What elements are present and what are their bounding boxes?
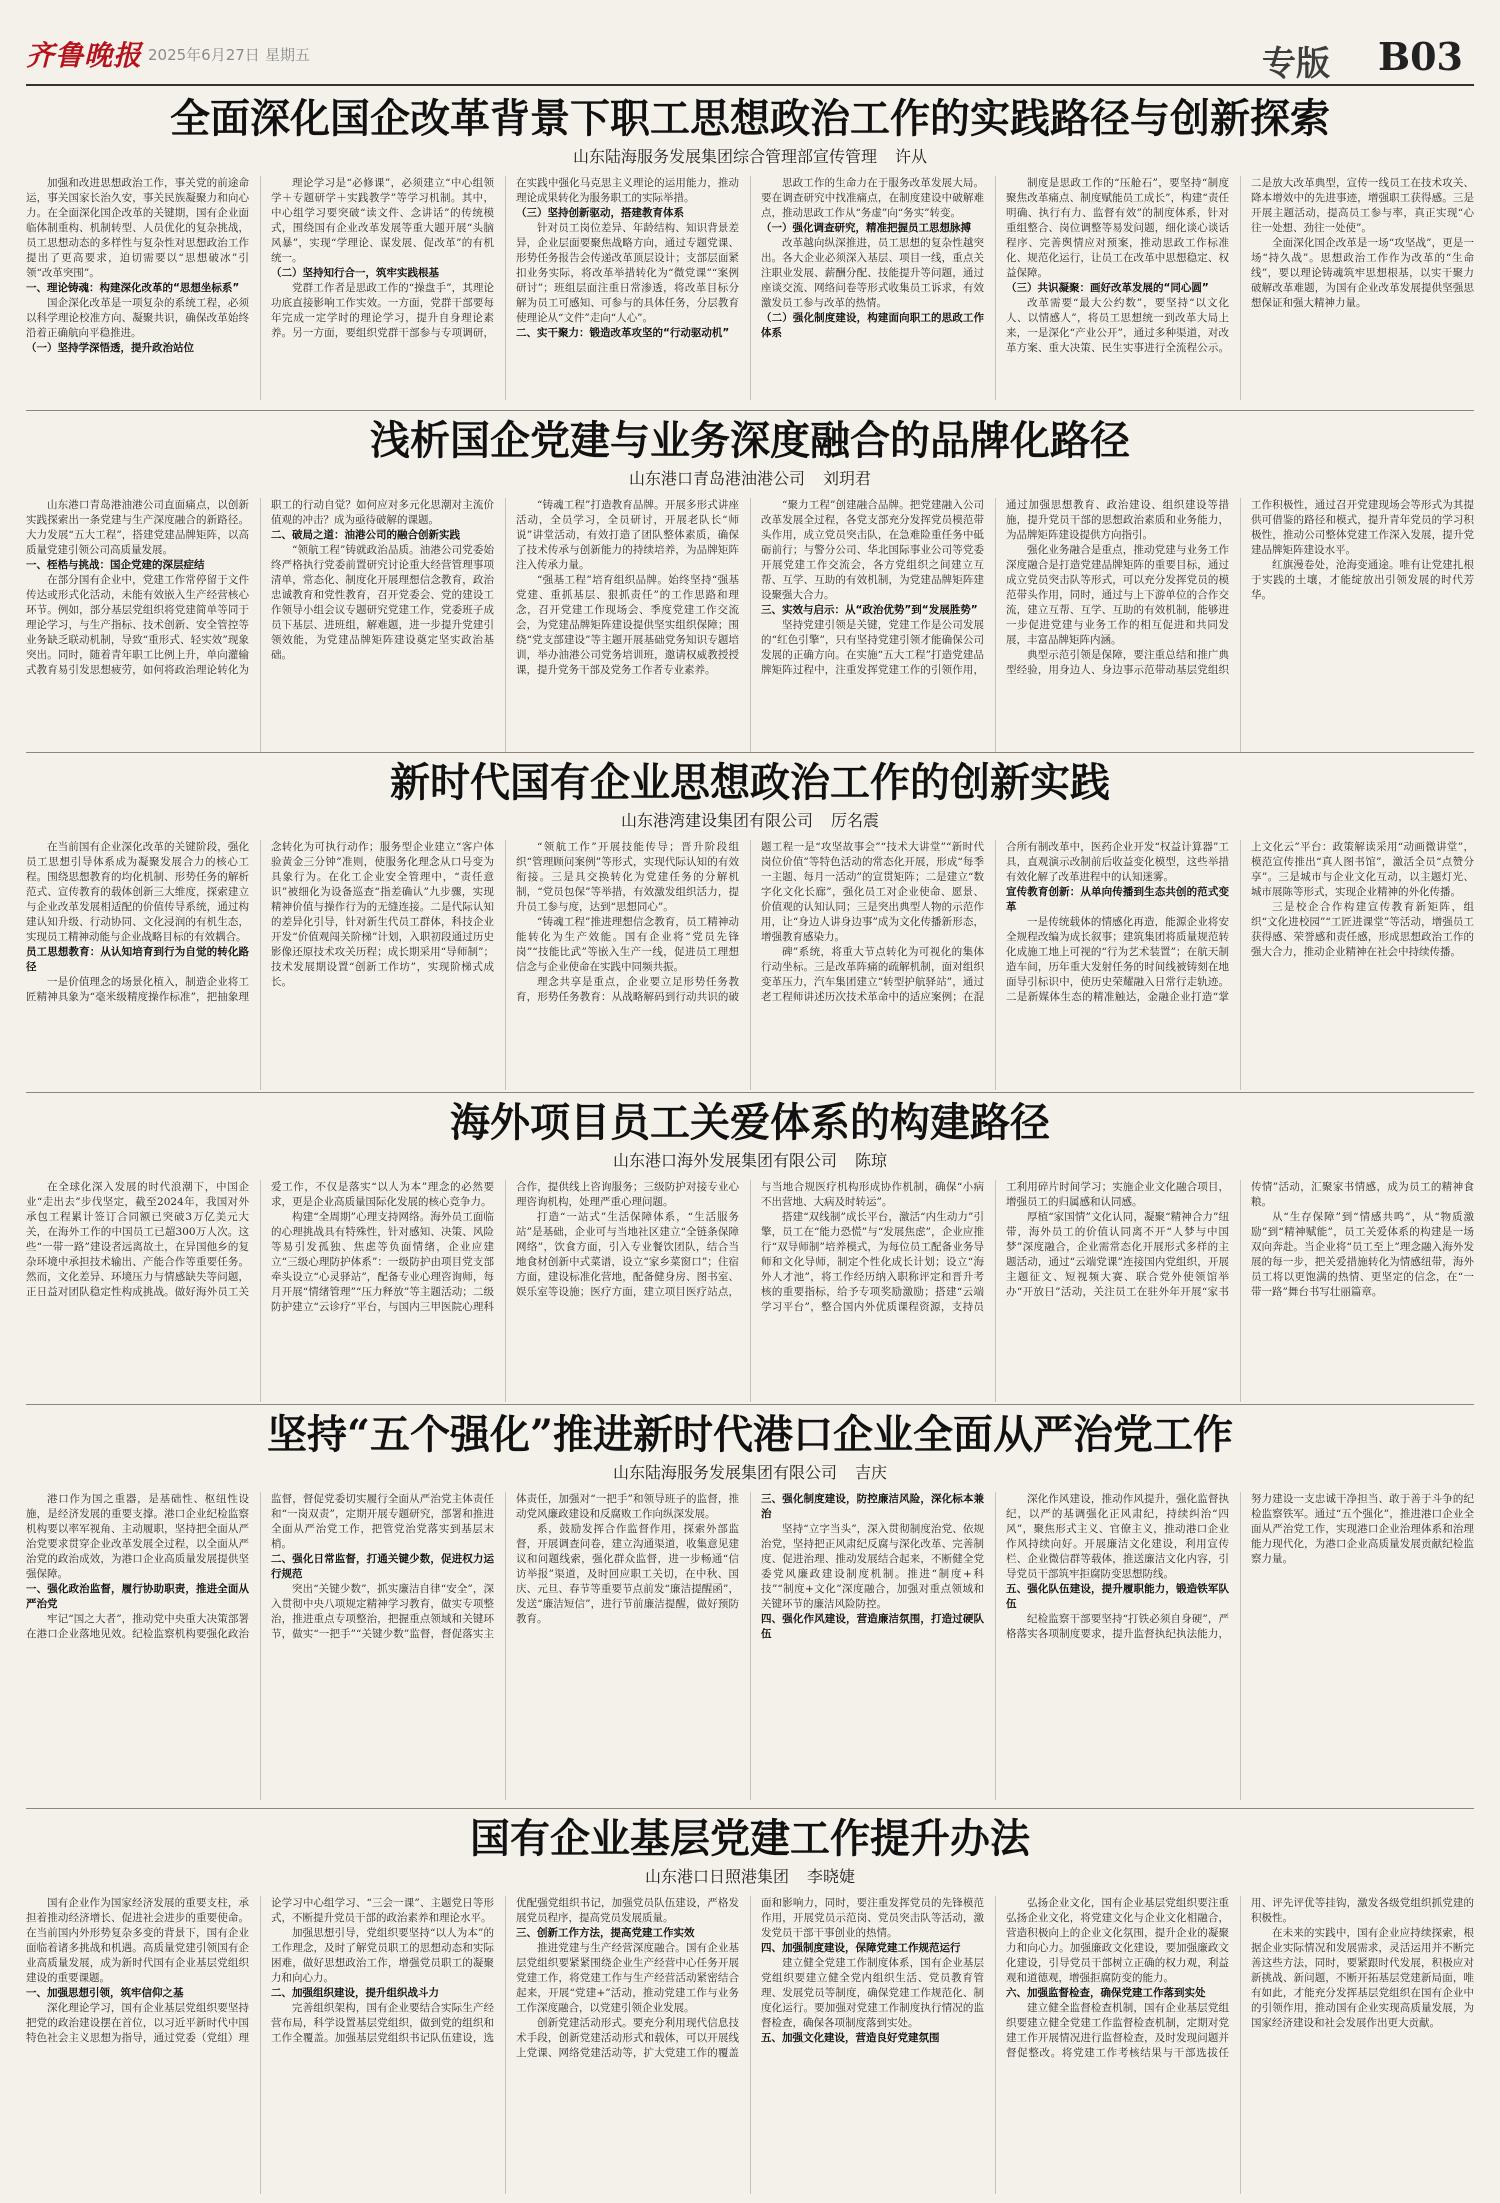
article-title: 国有企业基层党建工作提升办法 bbox=[470, 1815, 1030, 1862]
paragraph: 突出“关键少数”，抓实廉洁自律“安全”，深入贯彻中央八项规定精神学习教育，做实专项整治，推进重点专项整治，把握重点领域和关键环节，做实“一把手”“关键少数”监督，督促落实主体责任，加强对“一把手”和领导班子的监督，推动党风廉政建设和反腐败工作向纵深发展。 bbox=[271, 1493, 739, 1640]
paragraph: 推进党建与生产经营深度融合。国有企业基层党组织要紧紧围绕企业生产经营中心任务开展党建工作，将党建工作与生产经营活动紧密结合起来，开展“党建+”活动，推动党建工作与业务工作深度融合，以党建引领企业发展。 bbox=[516, 1942, 739, 2014]
author-unit: 山东陆海服务发展集团综合管理部宣传管理 bbox=[572, 147, 877, 166]
article-title: 浅析国企党建与业务深度融合的品牌化路径 bbox=[370, 417, 1130, 464]
article-3 bbox=[26, 758, 1474, 1090]
article-body bbox=[26, 1492, 1474, 1800]
paragraph: 在未来的实践中，国有企业应持续探索，根据企业实际情况和发展需求，灵活运用并不断完善这些方法，同时，要紧跟时代发展，积极应对新挑战、新问题，不断开拓基层党建新局面，唯有如此，才能充分发挥基层党组织在国有企业中的引领作用，推动国有企业实现高质量发展，为国家经济建设和社会发展作出更大贡献。 bbox=[1251, 1927, 1474, 2029]
section-heading: 五、加强文化建设，营造良好党建氛围 bbox=[761, 2032, 940, 2044]
paragraph: 山东港口青岛港油港公司直面痛点，以创新实践探索出一条党建与生产深度融合的新路径。大力发展“五大工程”，搭建党建品牌矩阵，以高质量党建引领公司高质量发展。 bbox=[26, 499, 249, 556]
paragraph: 改革越向纵深推进，员工思想的复杂性越突出。各大企业必须深入基层、项目一线，重点关注职业发展、薪酬分配、技能提升等问题，通过座谈交流、网络问卷等形式收集员工诉求，有效激发员工参与改革的热情。 bbox=[761, 237, 984, 309]
section-heading: 一、加强思想引领，筑牢信仰之基 bbox=[26, 1987, 184, 1999]
paragraph: 思政工作的生命力在于服务改革发展大局。要在调查研究中找准痛点，在制度建设中破解难点，推动思政工作从“务虚”向“务实”转变。 bbox=[761, 177, 984, 219]
paragraph: 在当前国有企业深化改革的关键阶段，强化员工思想引导体系成为凝聚发展合力的核心工程。围绕思想教育的均化机制、形势任务的解析范式、宣传教育的载体创新三大维度，探索建立与企业改革发展相适配的价值传导系统，通过构建认知升级、行动协同、文化浸润的有机生态，实现员工精神动能与企业战略目标的有效耦合。 bbox=[26, 841, 249, 943]
article-divider bbox=[26, 752, 1474, 753]
paragraph: “聚力工程”创建融合品牌。把党建融入公司改革发展全过程，各党支部充分发挥党员模范带头作用，成立党员突击队，在急难险重任务中砥砺前行；与警分公司、华北国际事业公司等党委开展党建工作交流会，各方党组织之间建立互帮、互学、互助的有效机制，为党建品牌矩阵建设聚强大合力。 bbox=[761, 499, 984, 601]
paragraph: 在部分国有企业中，党建工作常停留于文件传达或形式化活动，未能有效嵌入生产经营核心环节。例如，部分基层党组织将党建简单等同于理论学习，与生产指标、技术创新、安全管控等业务缺乏联动机制，导致“重形式、轻实效”现象突出。同时，随着青年职工比例上升，单向灌输式教育易引发思想疲劳，如何将政治理论转化为职工的行动自觉？如何应对多元化思潮对主流价值观的冲击？成为亟待破解的课题。 bbox=[26, 499, 494, 676]
author-name: 刘玥君 bbox=[823, 469, 872, 488]
paragraph: 在全球化深入发展的时代浪潮下，中国企业“走出去”步伐坚定，截至2024年，我国对外承包工程累计签订合同额已突破3万亿美元大关，在海外工作的中国员工已超300万人次。这些“一带一路”建设者远离故土，在异国他乡的复杂环境中承担技术输出、产能合作等重要任务。然而，文化差异、环境压力与情感缺失等问题，正日益对团队稳定性构成挑战。做好海外员工关爱工作，不仅是落实“以人为本”理念的必然要求，更是企业高质量国际化发展的核心竞争力。 bbox=[26, 1181, 494, 1298]
page-number: B03 bbox=[1378, 34, 1463, 79]
paragraph: “铸魂工程”打造教育品牌。开展多形式讲座活动，全员学习，全员研讨，开展老队长“师说”讲堂活动，有效打造了团队整体素质，确保了技术传承与创新能力的持续培养，为品牌矩阵注入传承力量。 bbox=[516, 499, 739, 571]
paragraph: 弘扬企业文化，国有企业基层党组织要注重弘扬企业文化，将党建文化与企业文化相融合，营造积极向上的企业文化氛围，提升企业的凝聚力和向心力。加强廉政文化建设，要加强廉政文化建设，引导党员干部树立正确的权力观，利益观和道德观，增强拒腐防变的能力。 bbox=[1006, 1897, 1229, 1984]
masthead bbox=[0, 0, 1500, 92]
section-heading: 一、理论铸魂：构建深化改革的“思想坐标系” bbox=[26, 282, 240, 294]
article-byline bbox=[26, 468, 1474, 490]
article-body bbox=[26, 840, 1474, 1090]
section-heading: 五、强化队伍建设，提升履职能力，锻造铁军队伍 bbox=[1006, 1583, 1229, 1610]
author-name: 厉名震 bbox=[831, 811, 880, 830]
article-byline bbox=[26, 810, 1474, 832]
paragraph: 完善组织架构，国有企业要结合实际生产经营布局，科学设置基层党组织，做到党的组织和工作全覆盖。加强基层党组织书记队伍建设，选优配强党组织书记，加强党员队伍建设，严格发展党员程序，提高党员发展质量。 bbox=[271, 1897, 739, 2044]
section-heading: 二、强化日常监督，打通关键少数，促进权力运行规范 bbox=[271, 1553, 494, 1580]
paragraph: “强基工程”培育组织品牌。始终坚持“强基党建、重抓基层、狠抓责任”的工作思路和理念，召开党建工作现场会、季度党建工作交流会，为党建品牌矩阵建设提供坚实组织保障；围绕“党支部建设”等主题开展基础党务知识专题培训，举办油港公司党务培训班，邀请权威教授授课，提升党务干部及党务工作者专业素养。 bbox=[516, 574, 739, 676]
article-title: 全面深化国企改革背景下职工思想政治工作的实践路径与创新探索 bbox=[170, 95, 1330, 142]
masthead-rule bbox=[26, 84, 1474, 86]
paragraph: 红旗漫卷处，沧海变通途。唯有让党建扎根于实践的土壤，才能绽放出引领发展的时代芳华。 bbox=[1251, 559, 1474, 601]
paragraph: “领航工程”铸就政治品质。油港公司党委始终严格执行党委前置研究讨论重大经营管理事项清单，常态化、制度化开展理想信念教育，政治忠诚教育和党性教育，召开党委会、党的建设工作领导小组会议专题研究党建工作，党委班子成员下基层、进班组，解难题，进一步提升党建引领效能，为党建品牌矩阵建设奠定坚实政治基础。 bbox=[271, 544, 494, 661]
section-name: 专版 bbox=[1262, 44, 1330, 84]
article-byline bbox=[26, 146, 1474, 168]
paragraph: 厚植“家国情”文化认同，凝聚“精神合力”纽带，海外员工的价值认同离不开“人梦与中国梦”深度融合，企业需常态化开展形式多样的主题活动，通过“云端党课”连接国内党组织，开展主题征文、短视频大赛、联合党外使领馆举办“开放日”活动，关注员工在驻外年开展“家书传情”活动，汇聚家书情感，成为员工的精神食粮。 bbox=[1006, 1181, 1474, 1298]
section-heading: （一）坚持学深悟透，提升政治站位 bbox=[26, 342, 194, 354]
article-6 bbox=[26, 1814, 1474, 2194]
paragraph: “铸魂工程”推进理想信念教育，员工精神动能转化为生产效能。国有企业将“党员先锋岗”“技能比武”等嵌入生产一线，促进员工理想信念与企业使命在实践中同频共振。 bbox=[516, 916, 739, 973]
paragraph: 针对员工岗位差异、年龄结构、知识背景差异，企业层面要聚焦战略方向，通过专题党课、形势任务报告会传递改革顶层设计；支部层面紧扣业务实际，将改革举措转化为“微党课”“案例研讨”；班组层面注重日常渗透，将改革目标分解为员工可感知、可参与的具体任务，分层教育使理论从“文件”走向“人心”。 bbox=[516, 222, 739, 324]
article-2 bbox=[26, 416, 1474, 753]
section-heading: 二、加强组织建设，提升组织战斗力 bbox=[271, 1987, 439, 1999]
author-name: 许从 bbox=[895, 147, 928, 166]
author-unit: 山东港湾建设集团有限公司 bbox=[620, 811, 813, 830]
article-divider bbox=[26, 1092, 1474, 1093]
article-5 bbox=[26, 1410, 1474, 1800]
paragraph: 国有企业作为国家经济发展的重要支柱，承担着推动经济增长、促进社会进步的重要使命。在当前国内外形势复杂多变的背景下，国有企业面临着诸多挑战和机遇。高质量党建引领国有企业高质量发展，成为新时代国有企业基层党组织建设的重要课题。 bbox=[26, 1897, 249, 1984]
paragraph: 典型示范引领是保障，要注重总结和推广典型经验，用身边人、身边事示范带动基层党组织工作积极性，通过召开党建现场会等形式为其提供可借鉴的路径和模式，提升青年党员的学习积极性，推动公司整体党建工作深入发展，提升党建品牌矩阵建设水平。 bbox=[1006, 499, 1474, 676]
author-unit: 山东港口日照港集团 bbox=[644, 1867, 789, 1886]
paragraph: 从“生存保障”到“情感共鸣”，从“物质激励”到“精神赋能”，员工关爱体系的构建是一场双向奔赴。当企业将“员工至上”理念融入海外发展的每一步，把关爱措施转化为情感纽带，海外员工将以更饱满的热情、更坚定的信念，在“一带一路”舞台书写壮丽篇章。 bbox=[1251, 1211, 1474, 1298]
article-title: 新时代国有企业思想政治工作的创新实践 bbox=[390, 759, 1110, 806]
author-unit: 山东陆海服务发展集团有限公司 bbox=[612, 1463, 837, 1482]
section-heading: 三、创新工作方法，提高党建工作实效 bbox=[516, 1927, 695, 1939]
section-heading: 员工思想教育：从认知培育到行为自觉的转化路径 bbox=[26, 946, 249, 973]
paragraph: 构建“全周期”心理支持网络。海外员工面临的心理挑战具有特殊性，针对感知、决策、风险等易引发孤独、焦虑等负面情绪，企业应建立“三级心理防护体系”：一级防护由项目党支部牵头设立“心灵驿站”，配备专业心理咨询师，每月开展“情绪管理”“压力释放”等主题活动；二级防护建立“云诊疗”平台，与国内三甲医院心理科合作，提供线上咨询服务；三级防护对接专业心理咨询机构，处理严重心理问题。 bbox=[271, 1181, 739, 1313]
article-byline bbox=[26, 1462, 1474, 1484]
paragraph: 理念共享是重点，企业要立足形势任务教育，形势任务教育：从战略解码到行动共识的破题工程一是“攻坚故事会”“技术大讲堂”“新时代岗位价值”等特色活动的常态化开展，形成“每季一主题、每月一活动”的宣贯矩阵；二是建立“数字化文化长廊”，强化员工对企业使命、愿景、价值观的认知认同；三是突出典型人物的示范作用，让“身边人讲身边事”成为文化传播新形态，增强教育感染力。 bbox=[516, 841, 984, 1003]
article-4 bbox=[26, 1098, 1474, 1402]
article-divider bbox=[26, 1404, 1474, 1405]
paragraph: 深化作风建设，推动作风提升，强化监督执纪，以严的基调强化正风肃纪，持续纠治“四风”，聚焦形式主义、官僚主义，推动港口企业作风持续向好。开展廉洁文化建设，利用宣传栏、企业微信群等载体，推送廉洁文化内容，引导党员干部筑牢拒腐防变思想防线。 bbox=[1006, 1493, 1229, 1580]
paragraph: 制度是思政工作的“压舱石”，要坚持“制度聚焦改革痛点、制度赋能员工成长”，构建“责任明确、执行有力、监督有效”的制度体系，针对重组整合、岗位调整等易发问题，细化谈心谈话程序、完善舆情应对预案，推动思政工作标准化、规范化运行，让员工在改革中思想稳定、权益保障。 bbox=[1006, 177, 1229, 279]
paragraph: 加强和改进思想政治工作，事关党的前途命运，事关国家长治久安，事关民族凝聚力和向心力。在全面深化国企改革的关键期，国有企业面临体制重构、机制转型、人员优化的复杂挑战，员工思想动态的多样性与复杂性对思想政治工作提出了更高要求，迫切需要以“思想破冰”引领“改革突围”。 bbox=[26, 177, 249, 279]
paragraph: 纪检监察干部要坚持“打铁必须自身硬”，严格落实各项制度要求，提升监督执纪执法能力，努力建设一支忠诚干净担当、敢于善于斗争的纪检监察铁军。通过“五个强化”，推进港口企业全面从严治党工作，实现港口企业治理体系和治理能力现代化，为港口企业高质量发展贡献纪检监察力量。 bbox=[1006, 1493, 1474, 1640]
article-body bbox=[26, 1896, 1474, 2194]
paragraph: 深化理论学习，国有企业基层党组织要坚持把党的政治建设摆在首位，以习近平新时代中国特色社会主义思想为指导，通过党委（党组）理论学习中心组学习、“三会一课”、主题党日等形式，不断提升党员干部的政治素养和理论水平。 bbox=[26, 1897, 494, 2044]
paragraph: 全面深化国企改革是一场“攻坚战”，更是一场“持久战”。思想政治工作作为改革的“生命线”，要以理论铸魂筑牢思想根基，以实干聚力破解改革难题，为国有企业改革发展提供坚强思想保证和强大精神力量。 bbox=[1251, 237, 1474, 309]
article-1 bbox=[26, 94, 1474, 400]
paragraph: 港口作为国之重器，是基础性、枢纽性设施，是经济发展的重要支撑。港口企业纪检监察机构要以率军视角、主动履职，坚持把全面从严治党要求贯穿企业改革发展全过程，以全面从严治党的政治成效，为港口企业高质量发展提供坚强保障。 bbox=[26, 1493, 249, 1580]
section-heading: 宣传教育创新：从单向传播到生态共创的范式变革 bbox=[1006, 886, 1229, 913]
paragraph: 搭建“双线制”成长平台，激活“内生动力”引擎，员工在“能力恐慌”与“发展焦虑”，企业应推行“双导师制”培养模式，为每位员工配备业务导师和文化导师，制定个性化成长计划；设立“海外人才池”，将工作经历纳入职称评定和晋升考核的重要指标，给予专项奖励激励；搭建“云端学习平台”，整合国内外优质课程资源，支持员工利用碎片时间学习；实施企业文化融合项目，增强员工的归属感和认同感。 bbox=[761, 1181, 1229, 1313]
article-byline bbox=[26, 1150, 1474, 1172]
paragraph: 改革需要“最大公约数”，要坚持“以文化人、以情感人”，将员工思想统一到改革大局上来，一是深化“产业公开”，通过多种渠道，对改革方案、重大决策、民生实事进行全流程公示。二是放大改革典型，宣传一线员工在技术攻关、降本增效中的先进事迹，增强职工获得感。三是开展主题活动，提高员工参与率，真正实现“心往一处想、劲往一处使”。 bbox=[1006, 177, 1474, 354]
author-name: 陈琼 bbox=[855, 1151, 888, 1170]
paragraph: 创新党建活动形式。要充分利用现代信息技术手段，创新党建活动形式和载体，可以开展线上党课、网络党建活动等，扩大党建工作的覆盖面和影响力，同时，要注重发挥党员的先锋模范作用，开展党员示范岗、党员突击队等活动，激发党员干部干事创业的热情。 bbox=[516, 1897, 984, 2059]
section-heading: 四、加强制度建设，保障党建工作规范运行 bbox=[761, 1942, 961, 1954]
paragraph: 建立健全监督检查机制，国有企业基层党组织要建立健全党建工作监督检查机制，定期对党建工作开展情况进行监督检查，及时发现问题并督促整改。将党建工作考核结果与干部选拔任用、评先评优等挂钩，激发各级党组织抓党建的积极性。 bbox=[1006, 1897, 1474, 2059]
paragraph: 理论学习是“必修课”，必须建立“中心组领学＋专题研学＋实践教学”等学习机制。其中，中心组学习要突破“读文件、念讲话”的传统模式，围绕国有企业改革发展等重大题开展“头脑风暴”，实现“学理论、谋发展、促改革”的有机统一。 bbox=[271, 177, 494, 264]
section-heading: 二、实干聚力：锻造改革攻坚的“行动驱动机” bbox=[516, 327, 730, 339]
article-byline bbox=[26, 1866, 1474, 1888]
article-divider bbox=[26, 1808, 1474, 1809]
author-unit: 山东港口海外发展集团有限公司 bbox=[612, 1151, 837, 1170]
section-heading: 四、强化作风建设，营造廉洁氛围，打造过硬队伍 bbox=[761, 1613, 984, 1640]
paragraph: 三是校企合作构建宣传教育新矩阵，组织“文化进校园”“工匠进课堂”等活动，增强员工获得感、荣誉感和责任感，形成思想政治工作的强大合力，推动企业精神在社会中持续传播。 bbox=[1251, 901, 1474, 958]
newspaper-logo: 齐鲁晚报 bbox=[26, 39, 143, 72]
paragraph: 坚持党建引领是关键，党建工作是公司发展的“红色引擎”，只有坚持党建引领才能确保公司发展的正确方向。在实施“五大工程”打造党建品牌矩阵过程中，注重发挥党建工作的引领作用，通过加强思想教育、政治建设、组织建设等措施，提升党员干部的思想政治素质和业务能力，为品牌矩阵建设提供方向指引。 bbox=[761, 499, 1229, 676]
author-name: 吉庆 bbox=[855, 1463, 888, 1482]
paragraph: 系，鼓励发挥合作监督作用，探索外部监督，开展调查问卷，建立沟通渠道，收集意见建议和问题线索，强化群众监督，进一步畅通“信访举报”渠道，及时回应职工关切，在中秋、国庆、元旦、春节等重要节点前发“廉洁提醒函”，发送“廉洁短信”，进行节前廉洁提醒，做好预防教育。 bbox=[516, 1523, 739, 1625]
section-heading: （二）坚持知行合一，筑牢实践根基 bbox=[271, 267, 439, 279]
section-heading: 六、加强监督检查，确保党建工作落到实处 bbox=[1006, 1987, 1206, 1999]
paragraph: “领航工作”开展技能传导；晋升阶段组织“管理顾问案例”等形式，实现代际认知的有效衔接。三是具交换转化为党建任务的分解机制，“党员包保”等举措，有效激发组织活力，提升员工参与度，达到“思想同心”。 bbox=[516, 841, 739, 913]
paragraph: 碑”系统，将重大节点转化为可视化的集体行动坐标。三是改革阵痛的疏解机制，面对组织变革压力，汽车集团建立“转型护航驿站”，通过老工程师讲述历次技术革命中的适应案例；在混合所有制改革中，医药企业开发“权益计算器”工具，直观演示改制前后收益变化模型，这些举措有效化解了改革进程中的认知迷雾。 bbox=[761, 841, 1229, 1003]
paragraph: 建立健全党建工作制度体系，国有企业基层党组织要建立健全党内组织生活、党员教育管理、发展党员等制度，确保党建工作规范化、制度化运行。要加强对党建工作制度执行情况的监督检查，确保各项制度落到实处。 bbox=[761, 1957, 984, 2029]
paragraph: 牢记“国之大者”，推动党中央重大决策部署在港口企业落地见效。纪检监察机构要强化政治监督，督促党委切实履行全面从严治党主体责任和“一岗双责”，定期开展专题研究，部署和推进全面从严治党工作，把管党治党落实到基层末梢。 bbox=[26, 1493, 494, 1640]
section-heading: （三）坚持创新驱动，搭建教育体系 bbox=[516, 207, 684, 219]
paragraph: 一是传统载体的情感化再造，能源企业将安全规程改编为成长叙事；建筑集团将质量规范转化成施工地上可视的“行为艺术装置”；在航天制造车间，历年重大发射任务的时间线被铸刻在地面导引标识中，使历史荣耀融入日常行走轨迹。二是新媒体生态的精准触达，金融企业打造“掌上文化云”平台：政策解读采用“动画微讲堂”，模范宣传推出“真人图书馆”，激活全员“点赞分享”。三是城市与企业文化互动，以主题灯光、城市展陈等形式，实现企业精神的外化传播。 bbox=[1006, 841, 1474, 1003]
section-heading: 三、强化制度建设，防控廉洁风险，深化标本兼治 bbox=[761, 1493, 984, 1520]
author-unit: 山东港口青岛港油港公司 bbox=[628, 469, 805, 488]
section-heading: （二）强化制度建设，构建面向职工的思政工作体系 bbox=[761, 312, 984, 339]
paragraph: 国企深化改革是一项复杂的系统工程，必须以科学理论校准方向、凝聚共识，确保改革始终沿着正确航向平稳推进。 bbox=[26, 297, 249, 339]
issue-weekday: 星期五 bbox=[265, 46, 311, 64]
author-name: 李晓婕 bbox=[807, 1867, 856, 1886]
article-title: 坚持“五个强化”推进新时代港口企业全面从严治党工作 bbox=[266, 1411, 1233, 1458]
section-heading: （一）强化调查研究，精准把握员工思想脉搏 bbox=[761, 222, 971, 234]
article-body bbox=[26, 1180, 1474, 1402]
section-heading: 二、破局之道：油港公司的融合创新实践 bbox=[271, 529, 460, 541]
paragraph: 加强思想引导，党组织要坚持“以人为本”的工作理念，及时了解党员职工的思想动态和实际困难，做好思想政治工作，增强党员职工的凝聚力和向心力。 bbox=[271, 1927, 494, 1984]
paragraph: 坚持“立字当头”，深入贯彻制度治党、依规治党，坚持把正风肃纪反腐与深化改革、完善制度、促进治理、推动发展结合起来，不断健全党委党风廉政建设制度机制。推进“制度+科技”“制度+文化”深度融合，加强对重点领域和关键环节的廉洁风险防控。 bbox=[761, 1523, 984, 1610]
article-divider bbox=[26, 410, 1474, 411]
section-heading: （三）共识凝聚：画好改革发展的“同心圆” bbox=[1006, 282, 1209, 294]
article-title: 海外项目员工关爱体系的构建路径 bbox=[450, 1099, 1050, 1146]
paragraph: 强化业务融合是重点，推动党建与业务工作深度融合是打造党建品牌矩阵的重要目标，通过成立党员突击队等形式，可以充分发挥党员的模范带头作用，同时，通过与上下游单位的合作交流，建立互帮、互学、互助的有效机制，能够进一步促进党建与业务工作的相互促进和共同发展，丰富品牌矩阵内涵。 bbox=[1006, 544, 1229, 646]
paragraph: 打造“一站式”生活保障体系，“生活服务站”是基础，企业可与当地社区建立“全链条保障网络”，饮食方面，引入专业餐饮团队，结合当地食材创新中式菜谱，设立“家乡菜窗口”；住宿方面，建设标准化营地，配备健身房、图书室、娱乐室等设施；医疗方面，建立项目医疗站点，与当地合规医疗机构形成协作机制，确保“小病不出营地、大病及时转运”。 bbox=[516, 1181, 984, 1298]
article-body bbox=[26, 498, 1474, 753]
paragraph: 一是价值理念的场景化植入，制造企业将工匠精神具象为“毫米级精度操作标准”，把抽象理念转化为可执行动作；服务型企业建立“客户体验黄金三分钟”准则，使服务化理念从口号变为具象行为。在化工企业安全管理中，“责任意识”被细化为设备巡查“指差确认”九步骤，实现精神价值与操作行为的无缝连接。二是代际认知的差异化引导，针对新生代员工群体，科技企业开发“价值观闯关阶梯”计划，入职初段通过历史影像还原技术攻关历程；成长期采用“导师制”；技术发展期设置“创新工作坊”，实现阶梯式成长。 bbox=[26, 841, 494, 1003]
paragraph: 党群工作者是思政工作的“操盘手”，其理论功底直接影响工作实效。一方面，党群干部要每年完成一定学时的理论学习，提升自身理论素养。另一方面，要组织党群干部参与专项调研，在实践中强化马克思主义理论的运用能力，推动理论成果转化为服务职工的实际举措。 bbox=[271, 177, 739, 339]
article-body bbox=[26, 176, 1474, 400]
section-heading: 一、桎梏与挑战：国企党建的深层症结 bbox=[26, 559, 205, 571]
section-heading: 三、实效与启示：从“政治优势”到“发展胜势” bbox=[761, 604, 978, 616]
issue-date: 2025年6月27日 bbox=[148, 46, 260, 64]
section-heading: 一、强化政治监督，履行协助职责，推进全面从严治党 bbox=[26, 1583, 249, 1610]
